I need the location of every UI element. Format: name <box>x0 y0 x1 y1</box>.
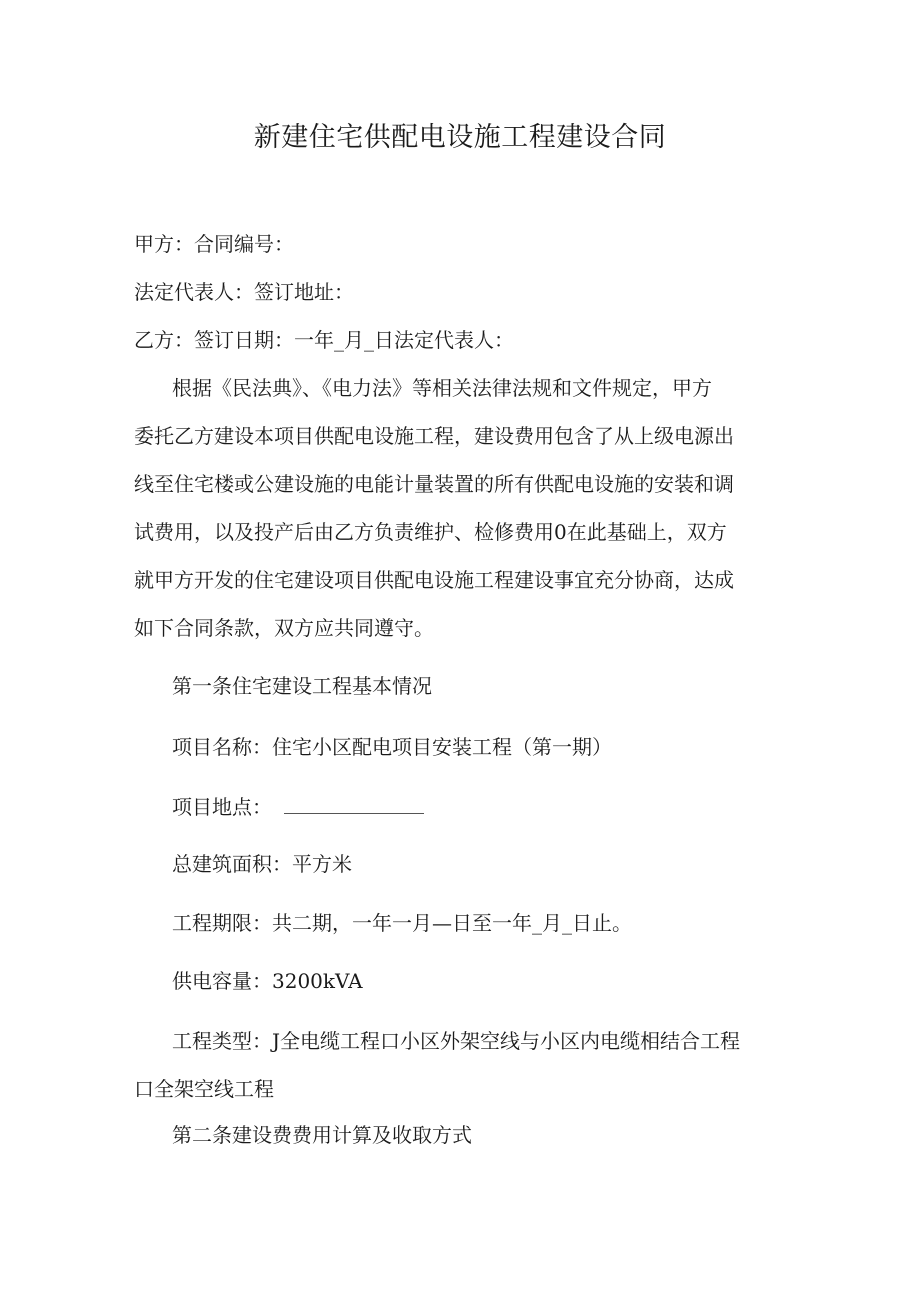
party-b-line: 乙方：签订日期：一年_月_日法定代表人： <box>134 328 514 352</box>
project-location-blank <box>284 799 424 814</box>
total-area: 总建筑面积：平方米 <box>172 852 352 876</box>
project-location-label: 项目地点： <box>172 795 272 819</box>
preamble-line-6: 如下合同条款，双方应共同遵守。 <box>134 616 434 640</box>
legal-rep-line: 法定代表人：签订地址： <box>134 280 354 304</box>
preamble-line-1: 根据《民法典》、《电力法》等相关法律法规和文件规定，甲方 <box>172 376 712 400</box>
project-type-line-2: 口全架空线工程 <box>134 1077 274 1101</box>
preamble-line-5: 就甲方开发的住宅建设项目供配电设施工程建设事宜充分协商，达成 <box>134 568 734 592</box>
preamble-line-4: 试费用，以及投产后由乙方负责维护、检修费用0在此基础上，双方 <box>134 520 727 544</box>
article1-heading: 第一条住宅建设工程基本情况 <box>172 674 432 698</box>
project-name: 项目名称：住宅小区配电项目安装工程（第一期） <box>172 735 612 759</box>
contract-title: 新建住宅供配电设施工程建设合同 <box>253 122 667 153</box>
preamble-line-2: 委托乙方建设本项目供配电设施工程，建设费用包含了从上级电源出 <box>134 424 734 448</box>
party-a-line: 甲方：合同编号： <box>134 232 294 256</box>
project-location <box>172 792 424 822</box>
preamble-line-3: 线至住宅楼或公建设施的电能计量装置的所有供配电设施的安装和调 <box>134 472 734 496</box>
project-duration: 工程期限：共二期，一年一月—日至一年_月_日止。 <box>172 911 632 935</box>
article2-heading: 第二条建设费费用计算及收取方式 <box>172 1123 472 1147</box>
project-type-line-1: 工程类型：J全电缆工程口小区外架空线与小区内电缆相结合工程 <box>172 1029 741 1053</box>
supply-capacity: 供电容量：3200kVA <box>172 969 363 993</box>
